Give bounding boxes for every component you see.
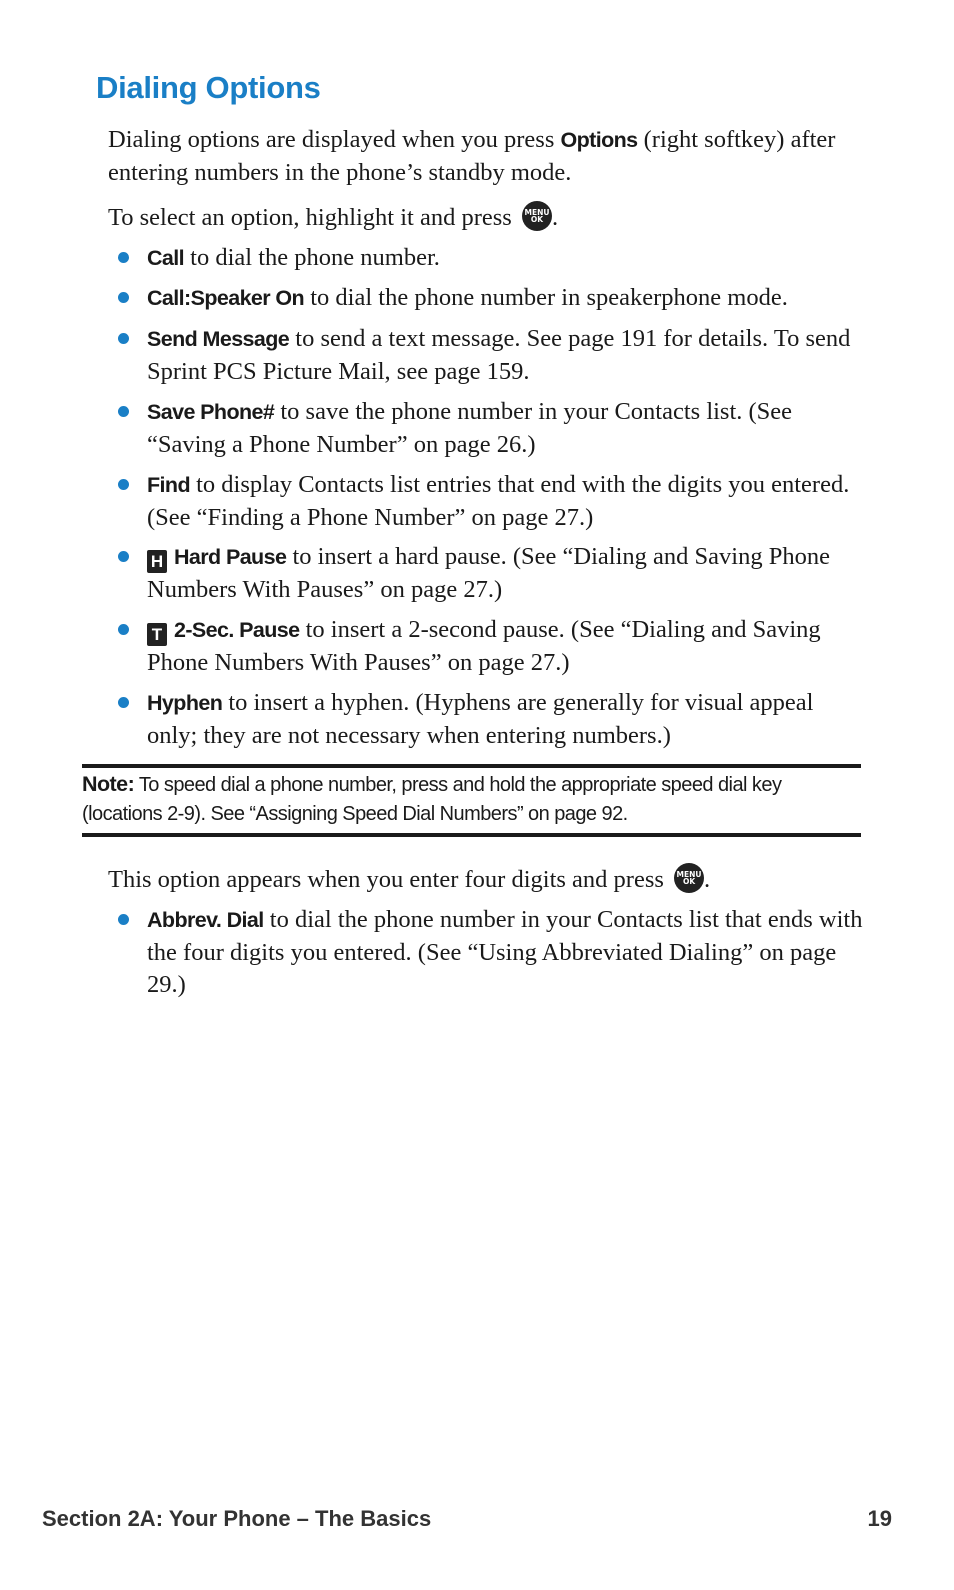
list-item: Send Message to send a text message. See page 191 for details. To send Sprint PCS Picture Mail, see page 159. bbox=[147, 323, 867, 388]
abbrev-instruction-text: This option appears when you enter four digits and press bbox=[108, 866, 671, 893]
bullet-icon bbox=[118, 479, 129, 490]
note-text: To speed dial a phone number, press and hold the appropriate speed dial key (locations 2-9). See “Assigning Speed Dial Numbers” on page 92. bbox=[82, 774, 782, 825]
menu-ok-key-icon: MENU OK bbox=[522, 201, 552, 231]
bullet-icon bbox=[118, 551, 129, 562]
list-item: T 2-Sec. Pause to insert a 2-second pause. (See “Dialing and Saving Phone Numbers With Pauses” on page 27.) bbox=[147, 614, 867, 679]
hard-pause-h-icon: H bbox=[147, 550, 167, 573]
page-title: Dialing Options bbox=[96, 70, 321, 105]
list-item: Call:Speaker On to dial the phone number in speakerphone mode. bbox=[147, 282, 887, 315]
bullet-icon bbox=[118, 292, 129, 303]
bullet-icon bbox=[118, 624, 129, 635]
options-key-label: Options bbox=[560, 128, 638, 152]
note-label: Note: bbox=[82, 772, 135, 796]
bullet-icon bbox=[118, 914, 129, 925]
list-item: H Hard Pause to insert a hard pause. (See “Dialing and Saving Phone Numbers With Pauses” on page 27.) bbox=[147, 541, 867, 606]
bullet-icon bbox=[118, 252, 129, 263]
note-top-divider bbox=[82, 764, 861, 768]
list-item: Abbrev. Dial to dial the phone number in your Contacts list that ends with the four digits you entered. (See “Using Abbreviated Dialing” on page 29.) bbox=[147, 904, 867, 1002]
select-instruction-text: To select an option, highlight it and press bbox=[108, 204, 518, 231]
intro-paragraph bbox=[108, 124, 878, 189]
section-footer: Section 2A: Your Phone – The Basics bbox=[42, 1506, 432, 1531]
bullet-icon bbox=[118, 406, 129, 417]
intro-text: Dialing options are displayed when you press bbox=[108, 126, 561, 153]
abbrev-instruction: This option appears when you enter four digits and press MENU OK . bbox=[108, 863, 878, 897]
two-sec-pause-t-icon: T bbox=[147, 623, 167, 646]
list-item: Save Phone# to save the phone number in your Contacts list. (See “Saving a Phone Number” on page 26.) bbox=[147, 396, 867, 461]
bullet-icon bbox=[118, 333, 129, 344]
list-item: Find to display Contacts list entries that end with the digits you entered. (See “Finding a Phone Number” on page 27.) bbox=[147, 469, 867, 534]
note-box bbox=[82, 770, 861, 828]
select-instruction: To select an option, highlight it and press MENU OK . bbox=[108, 201, 878, 235]
intro-text-end: (right softkey) after entering numbers in the phone’s standby mode. bbox=[108, 126, 836, 186]
list-item: Hyphen to insert a hyphen. (Hyphens are generally for visual appeal only; they are not necessary when entering numbers.) bbox=[147, 687, 867, 752]
menu-ok-key-icon: MENU OK bbox=[674, 863, 704, 893]
bullet-icon bbox=[118, 697, 129, 708]
note-bottom-divider bbox=[82, 833, 861, 837]
list-item: Call to dial the phone number. bbox=[147, 242, 867, 275]
page-number: 19 bbox=[867, 1506, 892, 1531]
